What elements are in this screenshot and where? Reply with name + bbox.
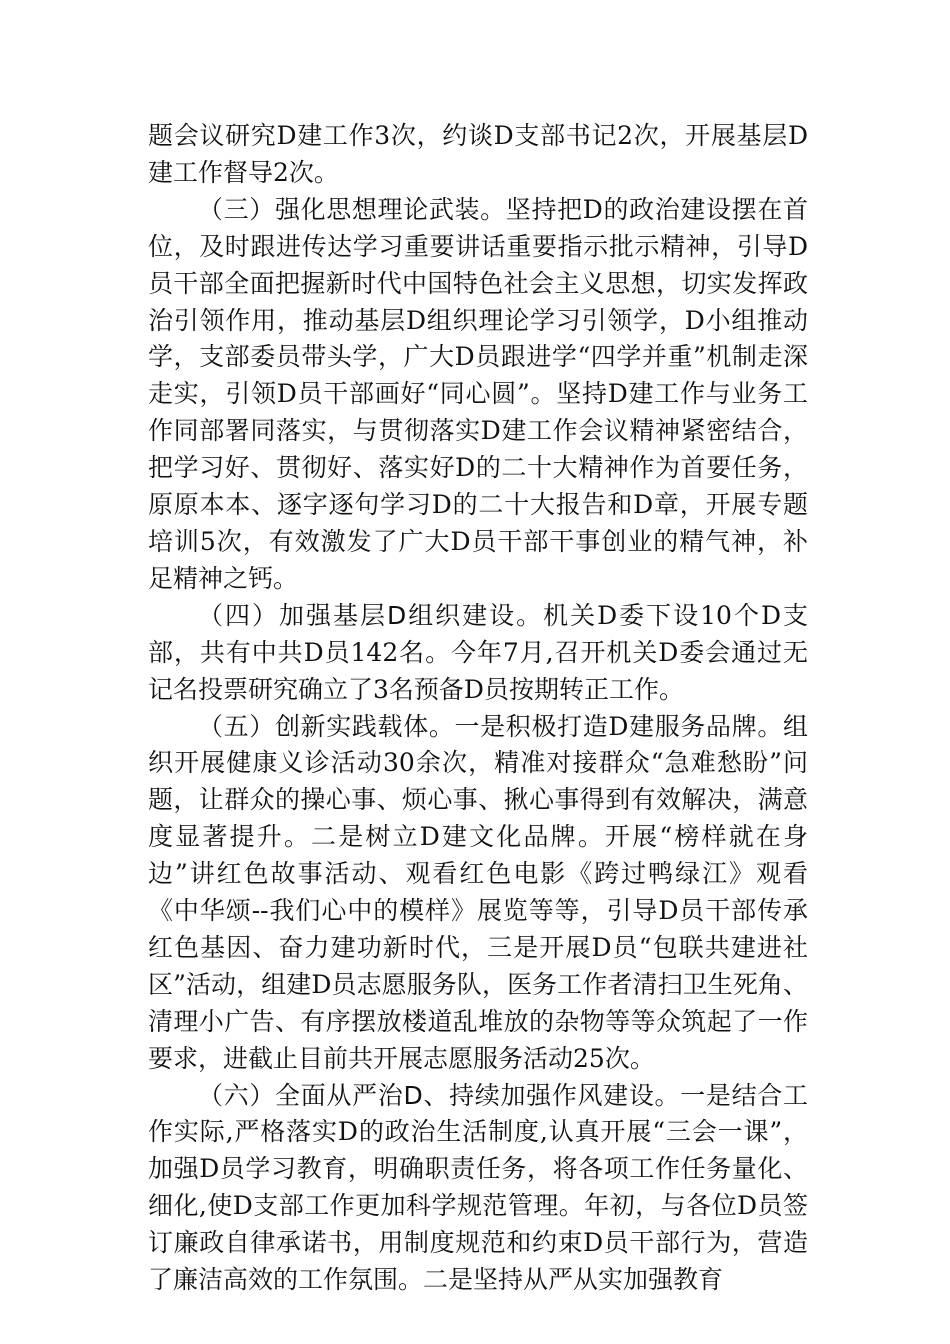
paragraph-heading: （三）强化思想理论武装。 — [198, 194, 506, 224]
paragraph-4 — [148, 709, 808, 1078]
paragraph-text: 坚持把D的政治建设摆在首位，及时跟进传达学习重要讲话重要指示批示精神，引导D员干部全面把握新时代中国特色社会主义思想，切实发挥政治引领作用，推动基层D组织理论学习引领学，D小组推动学，支部委员带头学，广大D员跟进学“四学并重”机制走深走实，引领D员干部画好“同心圆”。坚持D建工作与业务工作同部署同落实，与贯彻落实D建工作会议精神紧密结合，把学习好、贯彻好、落实好D的二十大精神作为首要任务，原原本本、逐字逐句学习D的二十大报告和D章，开展专题培训5次，有效激发了广大D员干部干事创业的精气神，补足精神之钙。 — [148, 194, 808, 593]
document-body — [148, 118, 808, 1299]
paragraph-5 — [148, 1078, 808, 1299]
paragraph-text: 一是积极打造D建服务品牌。组织开展健康义诊活动30余次，精准对接群众“急难愁盼”问题，让群众的操心事、烦心事、揪心事得到有效解决，满意度显著提升。二是树立D建文化品牌。开展“榜样就在身边”讲红色故事活动、观看红色电影《跨过鸭绿江》观看《中华颂--我们心中的模样》展览等等，引导D员干部传承红色基因、奋力建功新时代，三是开展D员“包联共建进社区”活动，组建D员志愿服务队，医务工作者清扫卫生死角、清理小广告、有序摆放楼道乱堆放的杂物等等众筑起了一作要求，进截止目前共开展志愿服务活动25次。 — [148, 711, 808, 1073]
paragraph-2 — [148, 192, 808, 598]
paragraph-heading: （四）加强基层D组织建设。 — [198, 600, 544, 630]
paragraph-heading: （五）创新实践载体。 — [198, 711, 455, 741]
paragraph-text: 机关D委下设10个D支部，共有中共D员142名。今年7月,召开机关D委会通过无记名投票研究确立了3名预备D员按期转正工作。 — [148, 600, 808, 704]
paragraph-text: 一是结合工作实际,严格落实D的政治生活制度,认真开展“三会一课”，加强D员学习教育，明确职责任务，将各项工作任务量化、细化,使D支部工作更加科学规范管理。年初，与各位D员签订廉政自律承诺书，用制度规范和约束D员干部行为，营造了廉洁高效的工作氛围。二是坚持从严从实加强教育 — [148, 1080, 808, 1295]
paragraph-3 — [148, 598, 808, 709]
paragraph-1 — [148, 118, 808, 192]
paragraph-text: 题会议研究D建工作3次，约谈D支部书记2次，开展基层D建工作督导2次。 — [148, 121, 808, 187]
paragraph-heading: （六）全面从严治D、持续加强作风建设。 — [198, 1080, 681, 1110]
